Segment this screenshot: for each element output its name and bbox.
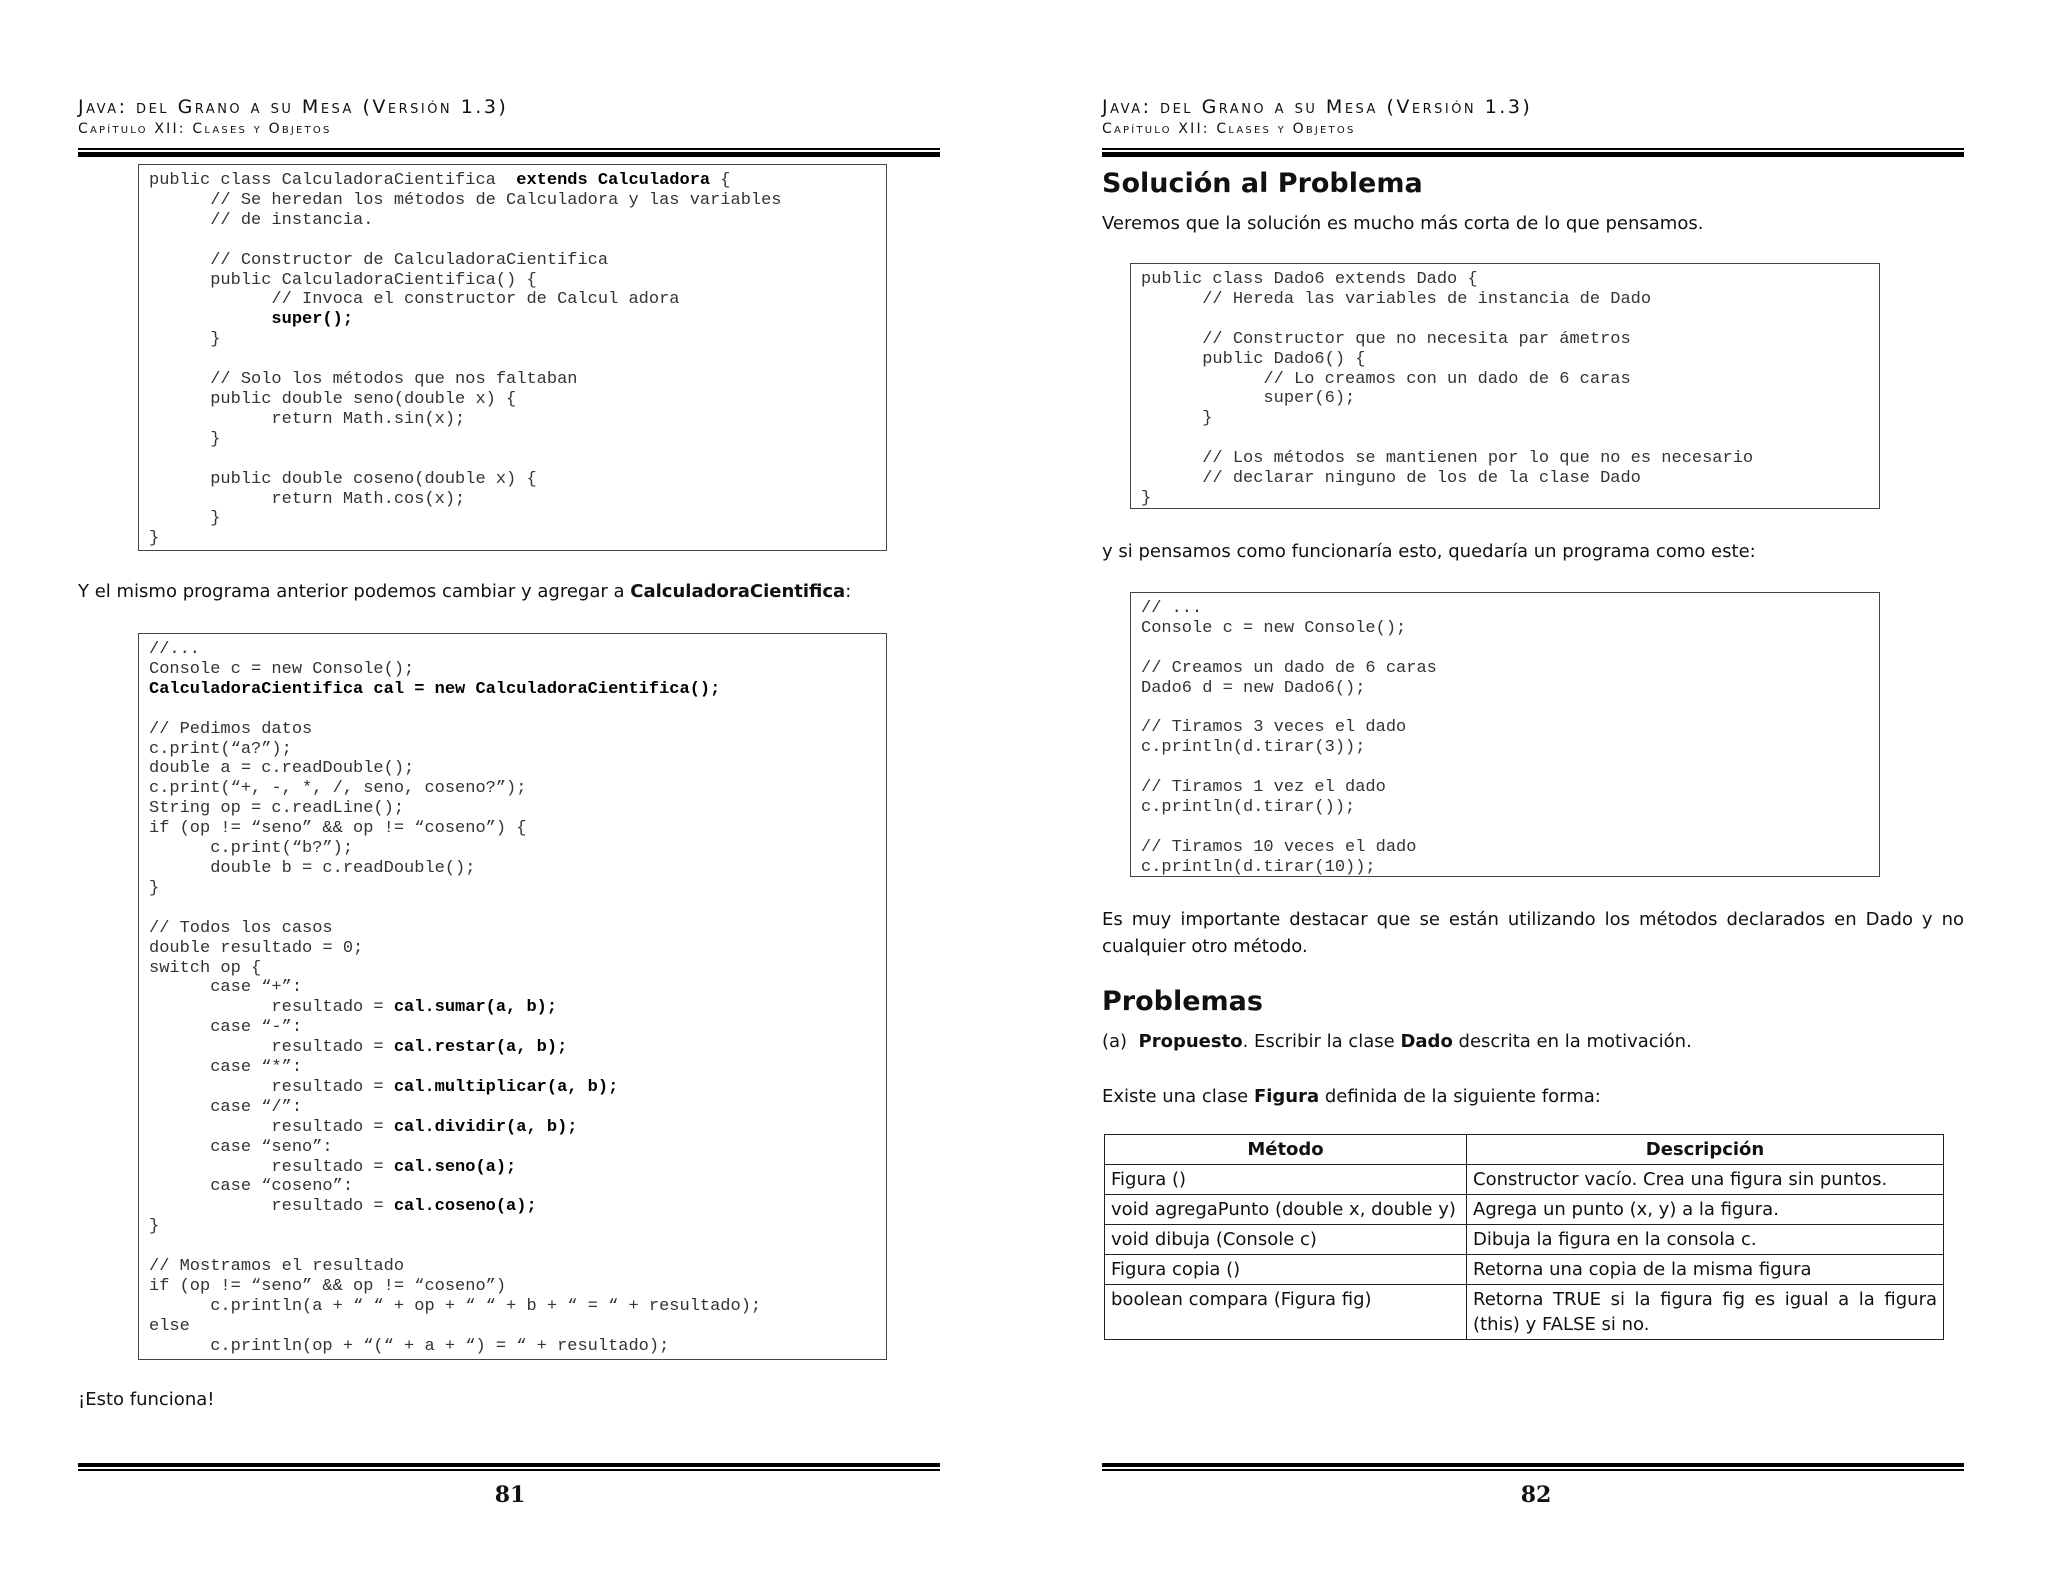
code-token: // Se heredan los métodos de Calculadora y las variables: [149, 190, 782, 210]
footer-rule: [78, 1463, 940, 1471]
problem-class-name: Dado: [1400, 1031, 1453, 1052]
description-cell: Dibuja la figura en la consola c.: [1467, 1225, 1944, 1255]
code-token: cal.multiplicar(a, b);: [393, 1077, 619, 1097]
code-token: public CalculadoraCientifica() {: [149, 270, 537, 290]
problem-a: [1102, 1028, 1692, 1055]
code-token: }: [149, 429, 221, 449]
page-number: 81: [494, 1482, 526, 1508]
code-token: case “coseno”:: [149, 1177, 354, 1197]
code-token: cal.seno(a);: [393, 1157, 517, 1177]
running-header-chapter: Capítulo XII: Clases y Objetos: [78, 121, 332, 137]
code-token: case “/”:: [149, 1097, 303, 1117]
code-token: if (op != “seno” && op != “coseno”): [149, 1277, 507, 1296]
code-block-dado6: [1130, 263, 1880, 509]
right-page: [1024, 0, 2048, 1582]
column-header-metodo: Método: [1105, 1135, 1467, 1165]
code-token: }: [149, 529, 160, 549]
method-cell: boolean compara (Figura fig): [1105, 1285, 1467, 1340]
left-page: [0, 0, 1020, 1582]
problem-text: . Escribir la clase: [1242, 1031, 1401, 1052]
code-token: // Constructor de CalculadoraCientifica: [149, 250, 609, 270]
code-token: //...: [149, 640, 201, 659]
code-token: c.println(d.tirar(10));: [1141, 857, 1376, 877]
page-number: 82: [1520, 1482, 1552, 1508]
code-token: cal.restar(a, b);: [393, 1038, 568, 1058]
code-block-dado-program: [1130, 592, 1880, 877]
code-token: }: [149, 1217, 160, 1237]
code-token: return Math.sin(x);: [149, 409, 466, 429]
code-token: public class Dado6 extends Dado {: [1141, 270, 1478, 289]
description-cell: Retorna una copia de la misma figura: [1467, 1255, 1944, 1285]
code-token: return Math.cos(x);: [149, 489, 466, 509]
method-cell: void agregaPunto (double x, double y): [1105, 1195, 1467, 1225]
intro-text: Y el mismo programa anterior podemos cambiar y agregar a: [78, 581, 631, 602]
method-cell: Figura copia (): [1105, 1255, 1467, 1285]
important-note: Es muy importante destacar que se están utilizando los métodos declarados en Dado y no cualquier otro método.: [1102, 909, 1964, 957]
figura-class-name: Figura: [1253, 1086, 1320, 1107]
code-token: c.println(op + “(“ + a + “) = “ + resultado);: [149, 1336, 670, 1356]
code-token: resultado =: [149, 1038, 394, 1058]
problem-text-end: descrita en la motivación.: [1452, 1031, 1692, 1052]
code-token: // Pedimos datos: [149, 719, 313, 739]
code-token: }: [149, 330, 221, 350]
code-token: // Mostramos el resultado: [149, 1257, 405, 1277]
code-token: case “-”:: [149, 1018, 303, 1038]
code-block-calculadora-cientifica: [138, 164, 887, 551]
code-token: case “*”:: [149, 1058, 303, 1078]
code-token: String op = c.readLine();: [149, 799, 405, 819]
code-token: public Dado6() {: [1141, 349, 1366, 369]
description-cell: Constructor vacío. Crea una figura sin puntos.: [1467, 1165, 1944, 1195]
code-token: // de instancia.: [149, 210, 374, 230]
code-token: // Tiramos 10 veces el dado: [1141, 837, 1417, 857]
code-token: cal.dividir(a, b);: [393, 1117, 578, 1137]
intro-paragraph: [78, 578, 851, 605]
code-token: c.println(d.tirar());: [1141, 798, 1356, 818]
code-token: public double seno(double x) {: [149, 389, 517, 409]
problem-type: Propuesto: [1138, 1031, 1243, 1052]
code-token: // Todos los casos: [149, 918, 333, 938]
method-cell: void dibuja (Console c): [1105, 1225, 1467, 1255]
section-heading-solucion: Solución al Problema: [1102, 168, 1423, 199]
column-header-descripcion: Descripción: [1467, 1135, 1944, 1165]
code-token: // declarar ninguno de los de la clase Dado: [1141, 469, 1641, 489]
table-row: [1105, 1255, 1944, 1285]
code-token: }: [1141, 409, 1213, 429]
section-heading-problemas: Problemas: [1102, 986, 1263, 1017]
code-token: // Tiramos 1 vez el dado: [1141, 778, 1386, 798]
code-token: // Hereda las variables de instancia de Dado: [1141, 289, 1652, 309]
header-rule: [1102, 148, 1964, 157]
code-token: // Constructor que no necesita par ámetros: [1141, 329, 1631, 349]
figura-methods-table: [1104, 1134, 1944, 1340]
code-token: case “seno”:: [149, 1137, 333, 1157]
intro-class-name: CalculadoraCientifica: [630, 581, 846, 602]
code-token: resultado =: [149, 1117, 394, 1137]
method-cell: Figura (): [1105, 1165, 1467, 1195]
table-header-row: [1105, 1135, 1944, 1165]
code-token: // Solo los métodos que nos faltaban: [149, 370, 578, 390]
code-token: else: [149, 1316, 190, 1336]
solution-lead-text: Veremos que la solución es mucho más corta de lo que pensamos.: [1102, 213, 1704, 234]
code-token: cal.coseno(a);: [393, 1197, 537, 1217]
code-token: c.print(“b?”);: [149, 839, 354, 859]
footer-rule: [1102, 1463, 1964, 1471]
code-token: case “+”:: [149, 978, 303, 998]
table-row: [1105, 1195, 1944, 1225]
figura-text: Existe una clase: [1102, 1086, 1254, 1107]
problem-label: (a): [1102, 1031, 1128, 1052]
code-token: // Tiramos 3 veces el dado: [1141, 718, 1407, 738]
code-token: Console c = new Console();: [1141, 618, 1407, 638]
code-token: resultado =: [149, 998, 394, 1018]
code-token: c.print(“+, -, *, /, seno, coseno?”);: [149, 779, 527, 799]
table-row: [1105, 1225, 1944, 1255]
code-token: }: [149, 509, 221, 529]
code-token: resultado =: [149, 1077, 394, 1097]
code-token: c.println(a + “ “ + op + “ “ + b + “ = “ + resultado);: [149, 1296, 762, 1316]
running-header-title: Java: del Grano a su Mesa (Versión 1.3): [78, 96, 509, 118]
code-token: super();: [271, 310, 354, 330]
code-token: Console c = new Console();: [149, 659, 415, 679]
description-cell: Retorna TRUE si la figura fig es igual a la figura (this) y FALSE si no.: [1467, 1285, 1944, 1340]
closing-text: ¡Esto funciona!: [78, 1389, 215, 1410]
code-token: }: [149, 878, 160, 898]
code-token: double resultado = 0;: [149, 938, 364, 958]
code-token: switch op {: [149, 958, 262, 978]
code-token: super(6);: [1141, 389, 1356, 409]
code-token: public class CalculadoraCientifica: [149, 171, 517, 190]
code-token: CalculadoraCientifica cal = new CalculadoraCientifica();: [149, 679, 721, 699]
code-token: Dado6 d = new Dado6();: [1141, 678, 1366, 698]
intro-colon: :: [845, 581, 852, 602]
code-token: }: [1141, 488, 1152, 508]
code-token: [149, 310, 271, 329]
header-rule: [78, 148, 940, 157]
code-token: extends Calculadora: [516, 171, 711, 190]
figura-text-end: definida de la siguiente forma:: [1319, 1086, 1601, 1107]
running-header-chapter: Capítulo XII: Clases y Objetos: [1102, 121, 1356, 137]
code-token: {: [710, 171, 731, 190]
table-row: [1105, 1285, 1944, 1340]
code-token: c.println(d.tirar(3));: [1141, 738, 1366, 758]
figura-intro: [1102, 1083, 1601, 1110]
running-header-title: Java: del Grano a su Mesa (Versión 1.3): [1102, 96, 1533, 118]
code-token: if (op != “seno” && op != “coseno”) {: [149, 819, 527, 839]
code-token: // Creamos un dado de 6 caras: [1141, 658, 1437, 678]
code-token: // Los métodos se mantienen por lo que no es necesario: [1141, 449, 1754, 469]
code-token: resultado =: [149, 1197, 394, 1217]
code-token: double b = c.readDouble();: [149, 858, 476, 878]
description-cell: Agrega un punto (x, y) a la figura.: [1467, 1195, 1944, 1225]
code-token: public double coseno(double x) {: [149, 469, 537, 489]
code-block-main-program: [138, 633, 887, 1360]
code-token: // Invoca el constructor de Calcul adora: [149, 290, 680, 310]
code-token: cal.sumar(a, b);: [393, 998, 558, 1018]
code-token: double a = c.readDouble();: [149, 759, 415, 779]
code-token: c.print(“a?”);: [149, 739, 292, 759]
code-token: // ...: [1141, 599, 1203, 618]
code-token: resultado =: [149, 1157, 394, 1177]
program-intro-text: y si pensamos como funcionaría esto, quedaría un programa como este:: [1102, 541, 1756, 562]
table-row: [1105, 1165, 1944, 1195]
code-token: // Lo creamos con un dado de 6 caras: [1141, 369, 1631, 389]
